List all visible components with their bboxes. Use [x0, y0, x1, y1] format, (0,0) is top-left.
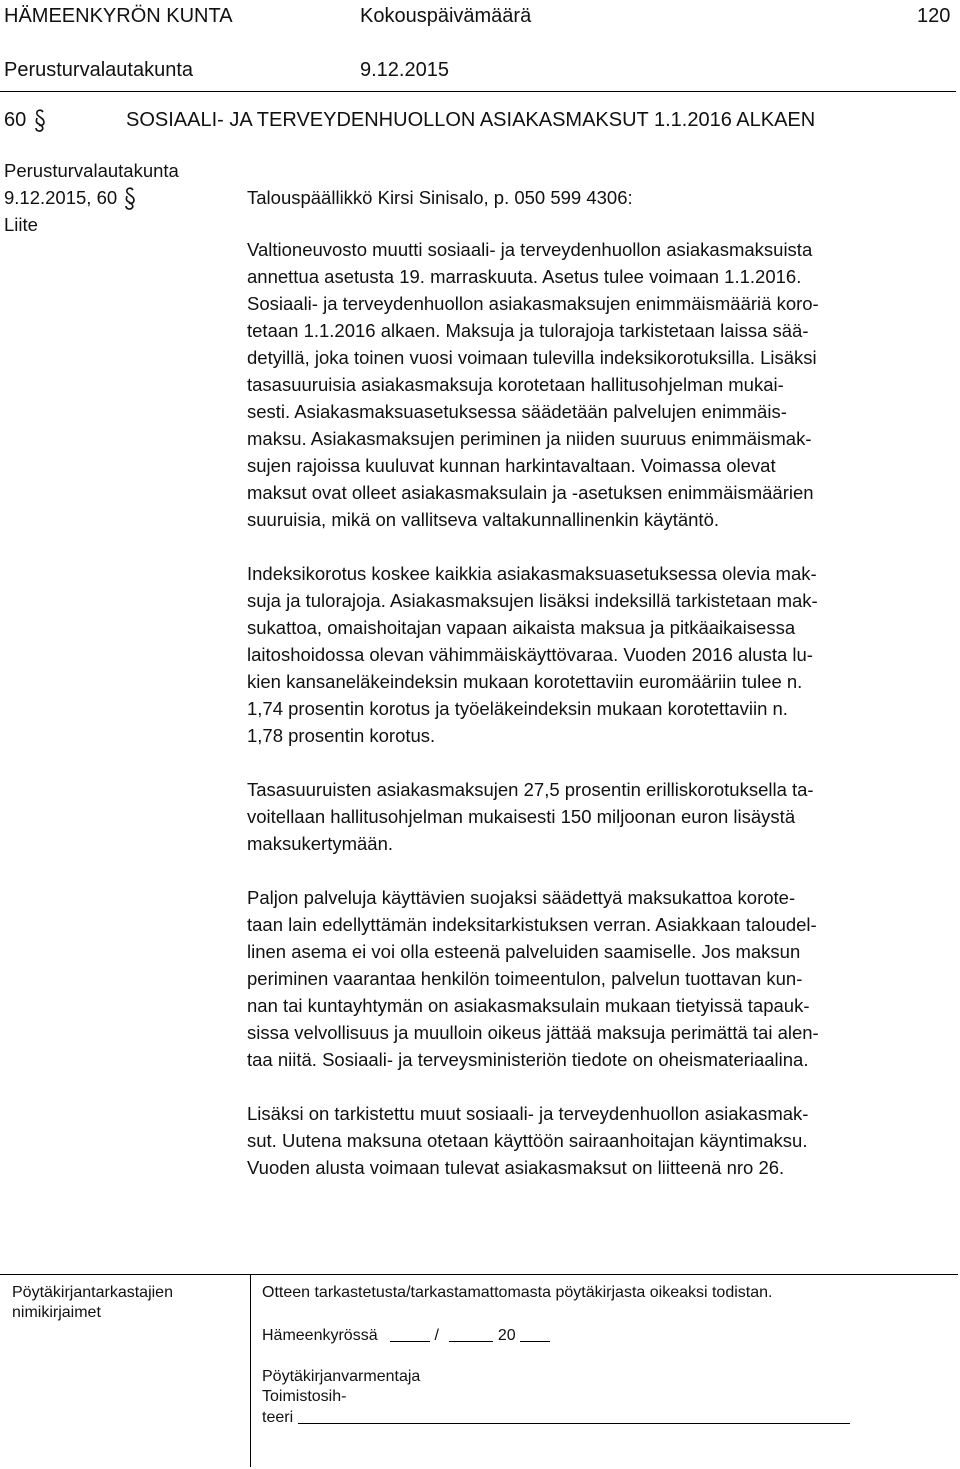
paragraph-line: Indeksikorotus koskee kaikkia asiakasmaksuasetuksessa olevia mak- — [247, 563, 817, 584]
paragraph-line: Tasasuuruisten asiakasmaksujen 27,5 prosentin erilliskorotuksella ta- — [247, 779, 814, 800]
section-number-text: 60 — [4, 109, 27, 131]
meeting-date-label: Kokouspäivämäärä — [360, 5, 532, 27]
paragraph-line: tetaan 1.1.2016 alkaen. Maksuja ja tulorajoja tarkistetaan laissa sää- — [247, 320, 809, 341]
paragraph-line: detyillä, joka toinen vuosi voimaan tulevilla indeksikorotuksilla. Lisäksi — [247, 347, 817, 368]
section-sign-icon — [32, 108, 48, 132]
paragraph-line: tasasuuruisia asiakasmaksuja korotetaan hallitusohjelman mukai- — [247, 374, 784, 395]
day-blank[interactable] — [390, 1325, 430, 1342]
org-name: HÄMEENKYRÖN KUNTA — [4, 5, 233, 27]
paragraph-line: annettua asetusta 19. marraskuuta. Asetus tulee voimaan 1.1.2016. — [247, 266, 802, 287]
certification-text: Otteen tarkastetusta/tarkastamattomasta pöytäkirjasta oikeaksi todistan. — [262, 1284, 773, 1301]
paragraph-line: maksut ovat olleet asiakasmaksulain ja -asetuksen enimmäismäärien — [247, 482, 814, 503]
page-number: 120 — [917, 5, 951, 27]
paragraph — [247, 884, 955, 1073]
paragraph-line: periminen vaarantaa henkilön toimeentulon, palvelun tuottavan kun- — [247, 968, 803, 989]
section-sign-icon — [122, 186, 138, 210]
paragraph-line: Paljon palveluja käyttävien suojaksi säädettyä maksukattoa korote- — [247, 887, 796, 908]
paragraph-line: laitoshoidossa olevan vähimmäiskäyttövaraa. Vuoden 2016 alusta lu- — [247, 644, 813, 665]
header-rule — [0, 91, 956, 92]
paragraph-line: maksukertymään. — [247, 833, 393, 854]
paragraph-line: sesti. Asiakasmaksuasetuksessa säädetään palvelujen enimmäis- — [247, 401, 787, 422]
place-name: Hämeenkyrössä — [262, 1327, 378, 1344]
sidebar-ref-text: 9.12.2015, 60 — [4, 187, 118, 208]
paragraph-line: linen asema ei voi olla esteenä palveluiden saamiselle. Jos maksun — [247, 941, 801, 962]
paragraph-line: Valtioneuvosto muutti sosiaali- ja terveydenhuollon asiakasmaksuista — [247, 239, 813, 260]
paragraph-line: suja ja tulorajoja. Asiakasmaksujen lisäksi indeksillä tarkistetaan mak- — [247, 590, 818, 611]
paragraph-line: Lisäksi on tarkistettu muut sosiaali- ja terveydenhuollon asiakasmak- — [247, 1103, 809, 1124]
paragraph-line: sut. Uutena maksuna otetaan käyttöön sairaanhoitajan käyntimaksu. — [247, 1130, 808, 1151]
month-blank[interactable] — [449, 1325, 493, 1342]
paragraph — [247, 1100, 955, 1181]
paragraph-line: voitellaan hallitusohjelman mukaisesti 150 miljoonan euron lisäystä — [247, 806, 796, 827]
paragraph — [247, 776, 955, 857]
paragraph-line: Vuoden alusta voimaan tulevat asiakasmaksut on liitteenä nro 26. — [247, 1157, 785, 1178]
paragraph-line: sukattoa, omaishoitajan vapaan aikaista maksua ja pitkäaikaisessa — [247, 617, 796, 638]
paragraph-line: suuruisia, mikä on vallitseva valtakunnallinenkin käytäntö. — [247, 509, 720, 530]
initials-label-line2: nimikirjaimet — [12, 1304, 101, 1321]
place-date-line — [262, 1325, 550, 1346]
year-blank[interactable] — [520, 1325, 550, 1342]
board-name: Perusturvalautakunta — [4, 59, 194, 81]
footer-divider — [250, 1275, 251, 1467]
paragraph-line: taa niitä. Sosiaali- ja terveysministeriön tiedote on oheismateriaalina. — [247, 1049, 809, 1070]
body-text — [247, 236, 955, 1208]
paragraph-line: 1,78 prosentin korotus. — [247, 725, 436, 746]
paragraph-line: taan lain edellyttämän indeksitarkistuksen verran. Asiakkaan taloudel- — [247, 914, 817, 935]
year-prefix: 20 — [497, 1327, 516, 1344]
paragraph — [247, 560, 955, 749]
section-title: SOSIAALI- JA TERVEYDENHUOLLON ASIAKASMAKSUT 1.1.2016 ALKAEN — [126, 109, 816, 131]
sidebar-board: Perusturvalautakunta — [4, 160, 179, 181]
sidebar-ref — [4, 185, 138, 211]
section-number — [4, 108, 48, 132]
paragraph-line: maksu. Asiakasmaksujen periminen ja niiden suuruus enimmäismak- — [247, 428, 812, 449]
initials-label-line1: Pöytäkirjantarkastajien — [12, 1284, 173, 1301]
verifier-title-text: teeri — [262, 1409, 294, 1426]
signature-blank[interactable] — [298, 1407, 850, 1424]
sidebar-attachment: Liite — [4, 214, 38, 235]
paragraph-line: sujen rajoissa kuuluvat kunnan harkintavaltaan. Voimassa olevat — [247, 455, 776, 476]
paragraph-line: kien kansaneläkeindeksin mukaan korotettaviin euromääriin tulee n. — [247, 671, 803, 692]
signature-footer — [0, 1274, 958, 1468]
verifier-label: Pöytäkirjanvarmentaja — [262, 1368, 421, 1385]
paragraph — [247, 236, 955, 533]
paragraph-line: nan tai kuntayhtymän on asiakasmaksulain mukaan tietyissä tapauk- — [247, 995, 810, 1016]
date-slash: / — [434, 1327, 439, 1344]
paragraph-line: sissa velvollisuus ja muulloin oikeus jättää maksuja perimättä tai alen- — [247, 1022, 819, 1043]
meeting-date: 9.12.2015 — [360, 59, 449, 81]
presenter: Talouspäällikkö Kirsi Sinisalo, p. 050 599 4306: — [247, 187, 633, 208]
paragraph-line: 1,74 prosentin korotus ja työeläkeindeksin mukaan korotettaviin n. — [247, 698, 788, 719]
paragraph-line: Sosiaali- ja terveydenhuollon asiakasmaksujen enimmäismääriä koro- — [247, 293, 819, 314]
verifier-title-line2 — [262, 1407, 850, 1428]
verifier-title-line1: Toimistosih- — [262, 1388, 347, 1405]
